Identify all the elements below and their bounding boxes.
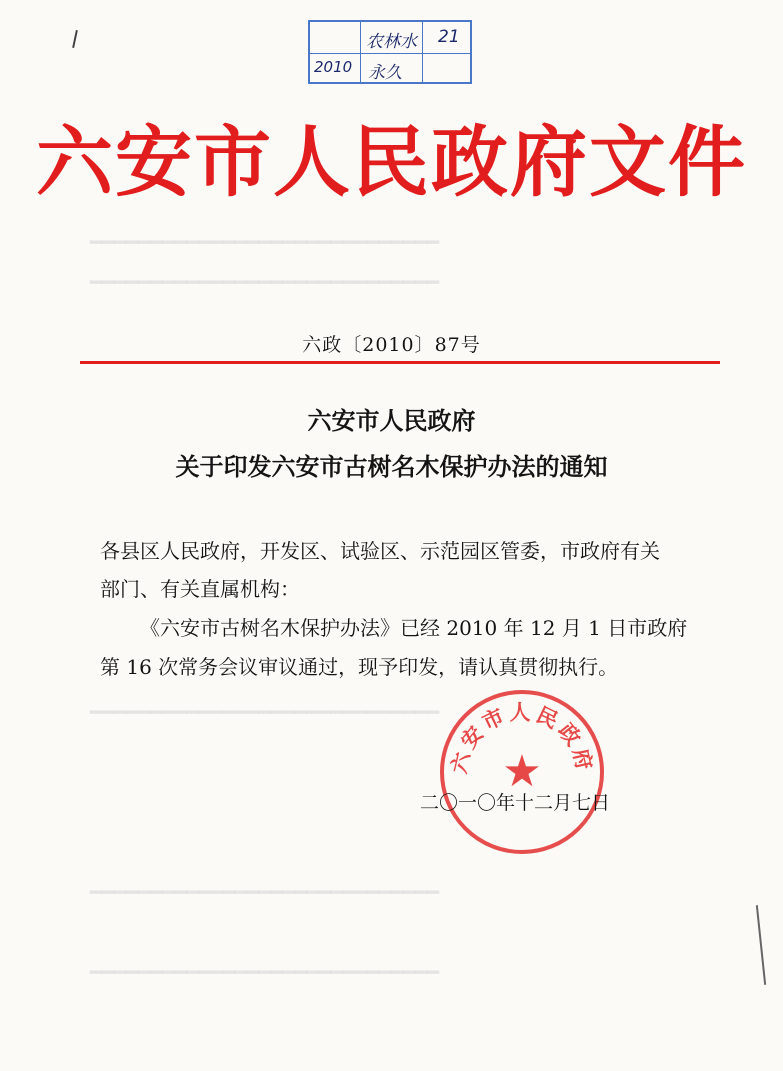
issue-date: 二〇一〇年十二月七日 (420, 792, 611, 814)
stamp-divider (310, 53, 470, 54)
seal-star-icon: ★ (502, 746, 542, 797)
body-line-1: 《六安市古树名木保护办法》已经 2010 年 12 月 1 日市政府 (140, 616, 688, 640)
bleed-through-texture: ━━━━━━━━━━━━━━━━━━━━━━━━━━━━━ (90, 700, 440, 724)
bleed-through-texture: ━━━━━━━━━━━━━━━━━━━━━━━━━━━━━ (90, 270, 440, 294)
red-separator-line (80, 361, 720, 364)
stamp-divider (422, 22, 423, 82)
bleed-through-texture: ━━━━━━━━━━━━━━━━━━━━━━━━━━━━━ (90, 880, 440, 904)
notice-issuer: 六安市人民政府 (307, 406, 476, 435)
archive-year: 2010 (314, 58, 353, 76)
bleed-through-texture: ━━━━━━━━━━━━━━━━━━━━━━━━━━━━━ (90, 230, 440, 254)
pen-mark (756, 905, 766, 985)
document-masthead: 六安市人民政府文件 (36, 118, 747, 208)
bleed-through-texture: ━━━━━━━━━━━━━━━━━━━━━━━━━━━━━ (90, 960, 440, 984)
pen-mark (72, 30, 78, 48)
svg-text:六安市人民政府 (446, 700, 598, 776)
official-seal (440, 690, 604, 854)
body-line-2: 第 16 次常务会议审议通过，现予印发，请认真贯彻执行。 (100, 655, 619, 679)
archive-category: 农林水 (366, 32, 417, 52)
stamp-divider (360, 22, 361, 82)
archive-retention: 永久 (368, 63, 402, 83)
document-number: 六政〔2010〕87号 (302, 334, 481, 356)
addressees-line-2: 部门、有关直属机构： (100, 577, 300, 601)
archive-filing-stamp (308, 20, 472, 84)
seal-text-ring (444, 694, 600, 850)
archive-number: 21 (438, 27, 460, 47)
addressees-line-1: 各县区人民政府，开发区、试验区、示范园区管委，市政府有关 (100, 539, 660, 563)
notice-subject: 关于印发六安市古树名木保护办法的通知 (175, 452, 608, 481)
seal-text: 六安市人民政府 (445, 699, 599, 776)
